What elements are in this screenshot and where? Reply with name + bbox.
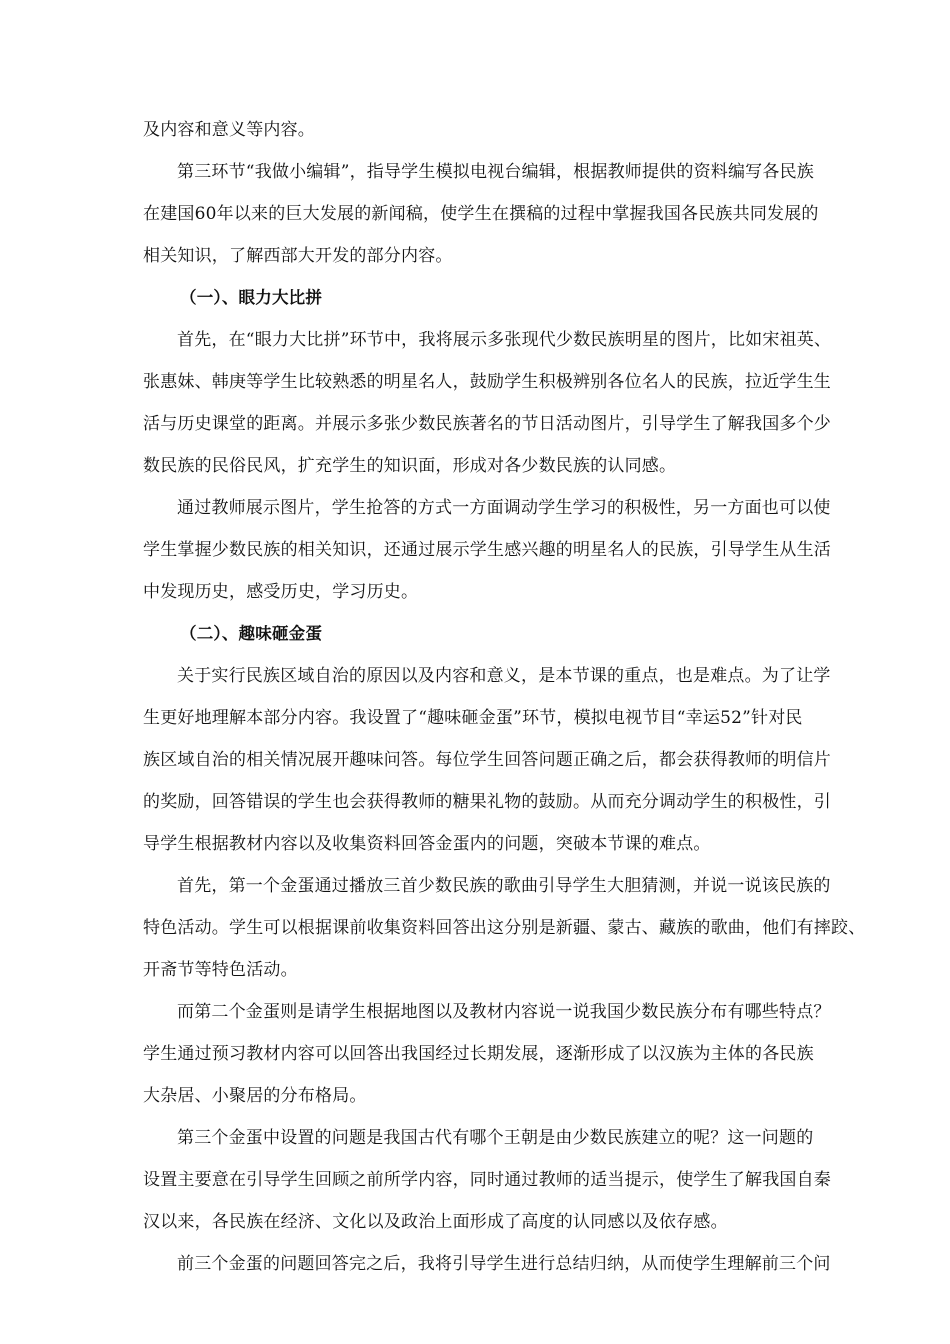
text-line: 族区域自治的相关情况展开趣味问答。每位学生回答问题正确之后，都会获得教师的明信片 (143, 750, 831, 770)
paragraph-line: 首先，在“眼力大比拼”环节中，我将展示多张现代少数民族明星的图片，比如宋祖英、 (177, 330, 832, 350)
paragraph-line: 通过教师展示图片，学生抢答的方式一方面调动学生学习的积极性，另一方面也可以使 (177, 498, 831, 518)
text-line: 活与历史课堂的距离。并展示多张少数民族著名的节日活动图片，引导学生了解我国多个少 (143, 414, 831, 434)
paragraph-line: 第三环节“我做小编辑”，指导学生模拟电视台编辑，根据教师提供的资料编写各民族 (177, 162, 814, 182)
text-line: 学生掌握少数民族的相关知识，还通过展示学生感兴趣的明星名人的民族，引导学生从生活 (143, 540, 831, 560)
text-line: 相关知识，了解西部大开发的部分内容。 (143, 246, 453, 266)
paragraph-line: 而第二个金蛋则是请学生根据地图以及教材内容说一说我国少数民族分布有哪些特点？ (177, 1002, 831, 1022)
paragraph-line: 首先，第一个金蛋通过播放三首少数民族的歌曲引导学生大胆猜测，并说一说该民族的 (177, 876, 831, 896)
text-line: 在建国60年以来的巨大发展的新闻稿，使学生在撰稿的过程中掌握我国各民族共同发展的 (143, 204, 819, 224)
text-line: 开斋节等特色活动。 (143, 960, 298, 980)
text-line: 中发现历史，感受历史，学习历史。 (143, 582, 419, 602)
section-heading: （一）、眼力大比拼 (180, 288, 323, 307)
text-line: 汉以来，各民族在经济、文化以及政治上面形成了高度的认同感以及依存感。 (143, 1212, 728, 1232)
text-line: 学生通过预习教材内容可以回答出我国经过长期发展，逐渐形成了以汉族为主体的各民族 (143, 1044, 814, 1064)
paragraph-line: 第三个金蛋中设置的问题是我国古代有哪个王朝是由少数民族建立的呢？这一问题的 (177, 1128, 814, 1148)
paragraph-line: 前三个金蛋的问题回答完之后，我将引导学生进行总结归纳，从而使学生理解前三个问 (177, 1254, 831, 1274)
text-line: 生更好地理解本部分内容。我设置了“趣味砸金蛋”环节，模拟电视节目“幸运52”针对民 (143, 708, 803, 728)
paragraph-line: 关于实行民族区域自治的原因以及内容和意义，是本节课的重点，也是难点。为了让学 (177, 666, 831, 686)
text-line: 大杂居、小聚居的分布格局。 (143, 1086, 367, 1106)
section-heading: （二）、趣味砸金蛋 (180, 624, 323, 643)
text-line: 导学生根据教材内容以及收集资料回答金蛋内的问题，突破本节课的难点。 (143, 834, 711, 854)
text-line: 及内容和意义等内容。 (143, 120, 315, 140)
text-line: 张惠妹、韩庚等学生比较熟悉的明星名人，鼓励学生积极辨别各位名人的民族，拉近学生生 (143, 372, 831, 392)
text-line: 特色活动。学生可以根据课前收集资料回答出这分别是新疆、蒙古、藏族的歌曲，他们有摔跤、 (143, 918, 866, 938)
text-line: 的奖励，回答错误的学生也会获得教师的糖果礼物的鼓励。从而充分调动学生的积极性，引 (143, 792, 831, 812)
text-line: 数民族的民俗民风，扩充学生的知识面，形成对各少数民族的认同感。 (143, 456, 677, 476)
text-line: 设置主要意在引导学生回顾之前所学内容，同时通过教师的适当提示，使学生了解我国自秦 (143, 1170, 831, 1190)
